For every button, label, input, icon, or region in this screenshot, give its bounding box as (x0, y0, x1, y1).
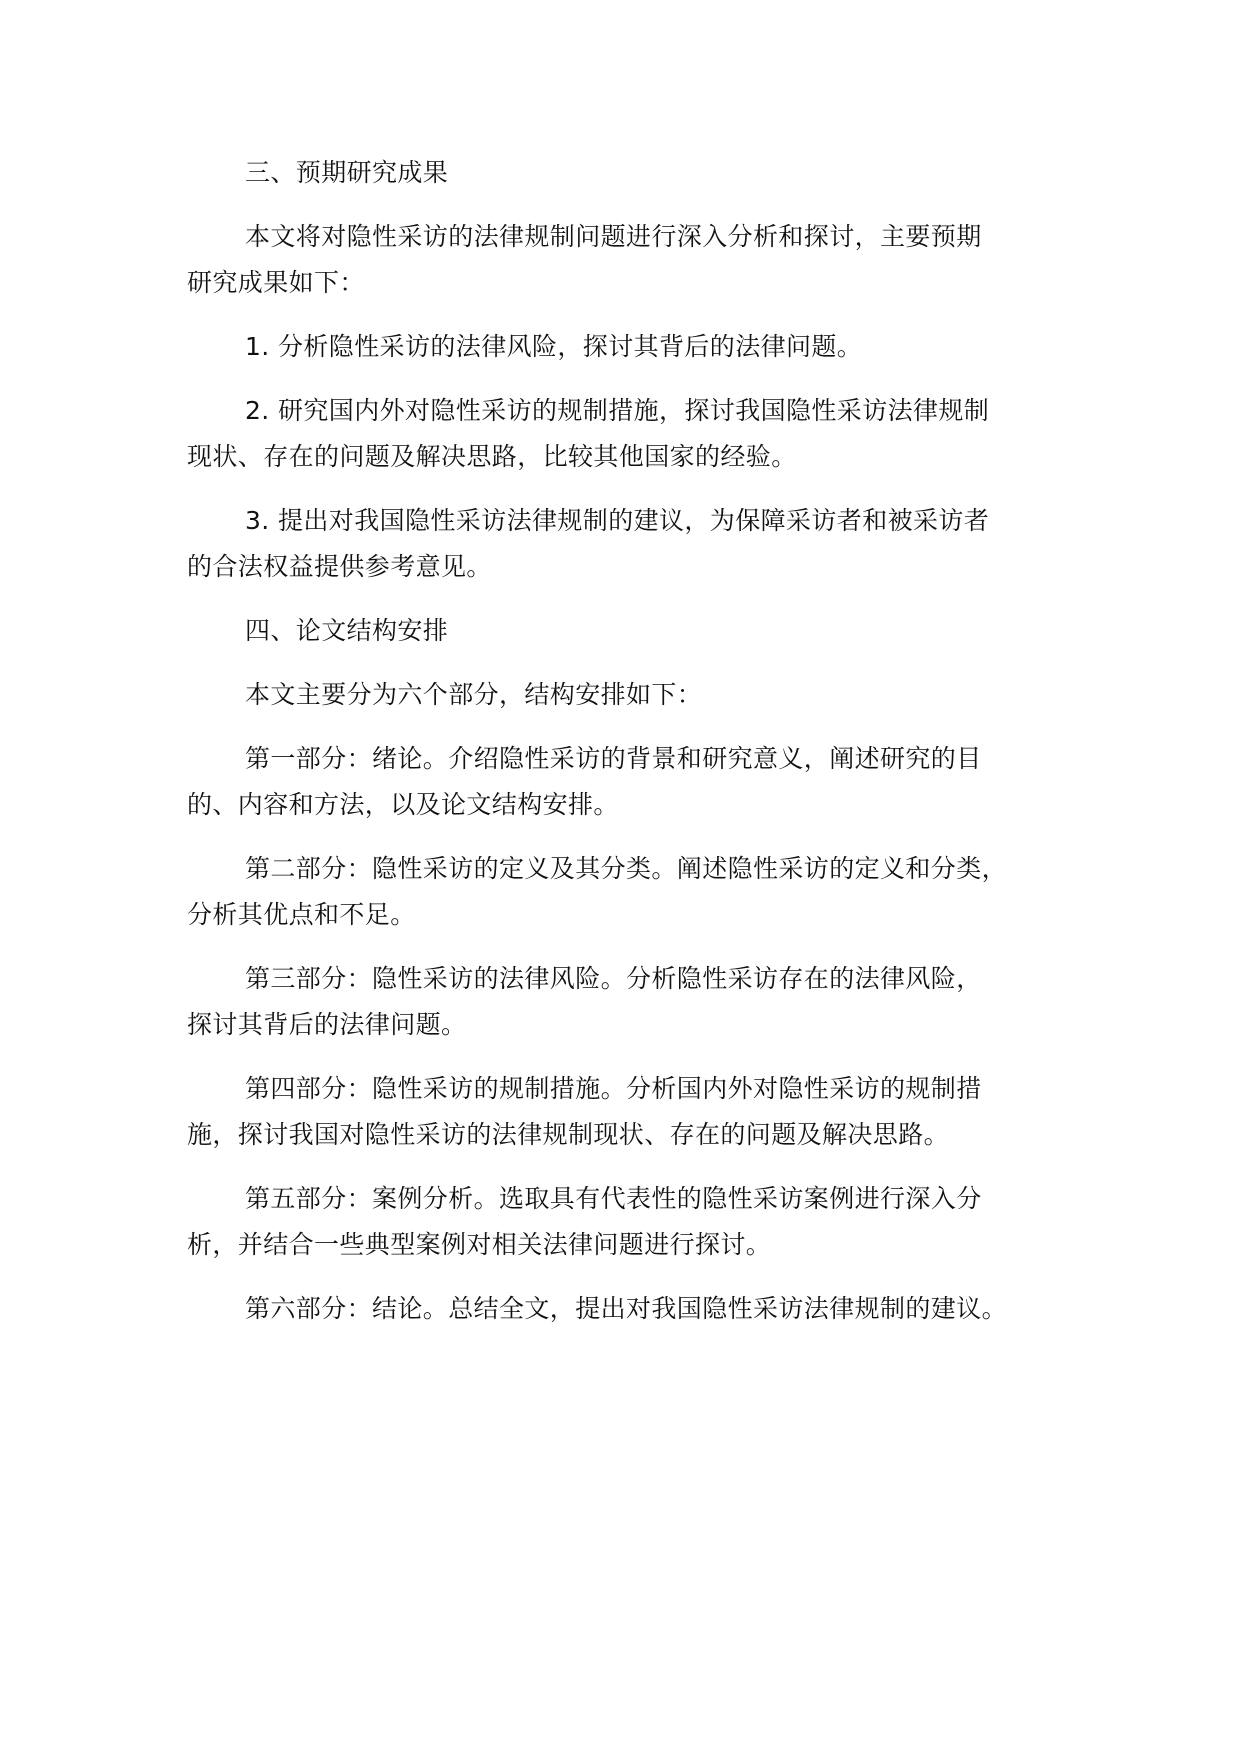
paragraph-line: 2. 研究国内外对隐性采访的规制措施，探讨我国隐性采访法律规制 (245, 396, 990, 425)
paragraph-part-3 (187, 956, 1077, 1048)
paragraph-part-1 (187, 736, 1077, 828)
paragraph-line: 析，并结合一些典型案例对相关法律问题进行探讨。 (187, 1230, 772, 1259)
paragraph-line: 分析其优点和不足。 (187, 900, 416, 929)
list-item-2 (187, 388, 1077, 480)
section-heading-structure (187, 608, 1077, 654)
paragraph-line: 施，探讨我国对隐性采访的法律规制现状、存在的问题及解决思路。 (187, 1120, 950, 1149)
paragraph-line: 本文主要分为六个部分，结构安排如下： (245, 680, 703, 709)
paragraph-part-5 (187, 1176, 1077, 1268)
list-item-1 (187, 324, 1077, 370)
paragraph-line: 四、论文结构安排 (245, 616, 449, 645)
list-item-3 (187, 498, 1077, 590)
paragraph-line: 的合法权益提供参考意见。 (187, 552, 492, 581)
paragraph-part-6 (187, 1286, 1077, 1332)
paragraph-line: 第四部分：隐性采访的规制措施。分析国内外对隐性采访的规制措 (245, 1074, 982, 1103)
document-body (187, 150, 1077, 1350)
section-heading-expected-results (187, 150, 1077, 196)
paragraph-line: 现状、存在的问题及解决思路，比较其他国家的经验。 (187, 442, 797, 471)
paragraph-part-2 (187, 846, 1077, 938)
paragraph-line: 第五部分：案例分析。选取具有代表性的隐性采访案例进行深入分 (245, 1184, 982, 1213)
paragraph-line: 1. 分析隐性采访的法律风险，探讨其背后的法律问题。 (245, 332, 863, 361)
paragraph-line: 本文将对隐性采访的法律规制问题进行深入分析和探讨，主要预期 (245, 222, 982, 251)
paragraph-intro-results (187, 214, 1077, 306)
paragraph-line: 的、内容和方法，以及论文结构安排。 (187, 790, 619, 819)
paragraph-line: 三、预期研究成果 (245, 158, 449, 187)
paragraph-line: 第三部分：隐性采访的法律风险。分析隐性采访存在的法律风险， (245, 964, 982, 993)
paragraph-line: 第一部分：绪论。介绍隐性采访的背景和研究意义，阐述研究的目 (245, 744, 982, 773)
paragraph-line: 研究成果如下： (187, 268, 365, 297)
paragraph-line: 第二部分：隐性采访的定义及其分类。阐述隐性采访的定义和分类， (245, 854, 1008, 883)
paragraph-line: 3. 提出对我国隐性采访法律规制的建议，为保障采访者和被采访者 (245, 506, 990, 535)
paragraph-line: 第六部分：结论。总结全文，提出对我国隐性采访法律规制的建议。 (245, 1294, 1008, 1323)
paragraph-part-4 (187, 1066, 1077, 1158)
paragraph-line: 探讨其背后的法律问题。 (187, 1010, 467, 1039)
paragraph-structure-intro (187, 672, 1077, 718)
